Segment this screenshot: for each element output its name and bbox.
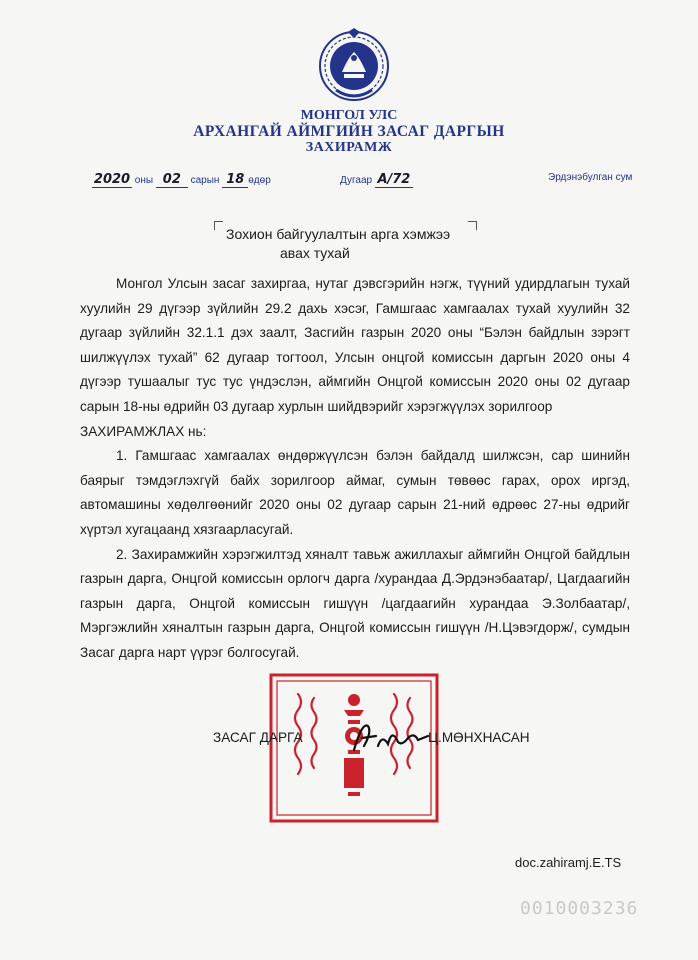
subject-line-2: авах тухай [280, 245, 350, 261]
paragraph-item-1: 1. Гамшгаас хамгаалах өндөржүүлсэн бэлэн байдалд шилжсэн, сар шинийн баярыг тэмдэглэхгүй байх зорилгоор аймаг, сумын төвөөс гарах, орох иргэд, автомашины хөдөлгөөнийг 2020 оны 02 дугаар сарын 21-ний өдрөөс 27-ны өдрийг хүртэл хугацаанд хязгаарласугай. [80, 448, 630, 537]
signatory-name: Ц.МӨНХНАСАН [428, 730, 530, 745]
date-day: 18 [222, 172, 248, 188]
paragraph-item-2: 2. Захирамжийн хэрэгжилтэд хяналт тавьж ажиллахыг аймгийн Онцгой байдлын газрын дарга, Онцгой комиссын орлогч дарга /хурандаа Д.Эрдэнэбаатар/, Цагдаагийн газрын дарга, Онцгой комиссын гишүүн /цагдаагийн хурандаа Э.Золбаатар/, Мэргэжлийн хяналтын газрын дарга, Онцгой комиссын гишүүн /Н.Цэвэгдорж/, сумдын Засаг дарга нарт үүрэг болгосугай. [80, 546, 630, 660]
paragraph-decree: ЗАХИРАМЖЛАХ нь: [80, 423, 207, 439]
date-day-suffix: өдөр [248, 175, 271, 186]
mongolia-state-emblem-icon [318, 28, 390, 108]
subject-corner-tr [468, 221, 477, 230]
signatory-title: ЗАСАГ ДАРГА [213, 730, 303, 745]
issue-place: Эрдэнэбулган сум [548, 172, 633, 183]
header-country: МОНГОЛ УЛС [300, 108, 398, 123]
doc-number: А/72 [375, 172, 413, 188]
document-reference: doc.zahiramj.E.TS [515, 855, 622, 870]
header-office: АРХАНГАЙ АЙМГИЙН ЗАСАГ ДАРГЫН [193, 123, 505, 140]
handwritten-signature [348, 716, 432, 760]
number-field [340, 172, 413, 188]
subject-corner-tl [214, 221, 223, 230]
date-month: 02 [156, 172, 188, 188]
subject [226, 225, 450, 263]
date-month-suffix: сарын [190, 175, 220, 186]
serial-number: 0010003236 [520, 898, 639, 919]
body-text [80, 272, 630, 666]
paragraph-preamble: Монгол Улсын засаг захиргаа, нутаг дэвсгэрийн нэгж, түүний удирдлагын тухай хуулийн 29 дүгээр зүйлийн 29.2 дахь хэсэг, Гамшгаас хамгаалах тухай хуулийн 32 дугаар зүйлийн 32.1.1 дэх заалт, Засгийн газрын 2020 оны “Бэлэн байдлын зэрэгт шилжүүлэх тухай” 62 дугаар тогтоол, Улсын онцгой комиссын даргын 2020 оны 4 дүгээр тушаалыг тус тус үндэслэн, аймгийн Онцгой комиссын 2020 оны 02 дугаар сарын 18-ны өдрийн 03 дугаар хурлын шийдвэрийг хэрэгжүүлэх зорилгоор [80, 276, 630, 414]
header-doc-type: ЗАХИРАМЖ [305, 140, 393, 155]
date-year: 2020 [93, 172, 131, 187]
number-label: Дугаар [340, 175, 373, 186]
date-year-suffix: оны [134, 175, 154, 186]
subject-line-1: Зохион байгуулалтын арга хэмжээ [226, 226, 451, 242]
date-field [92, 172, 271, 188]
